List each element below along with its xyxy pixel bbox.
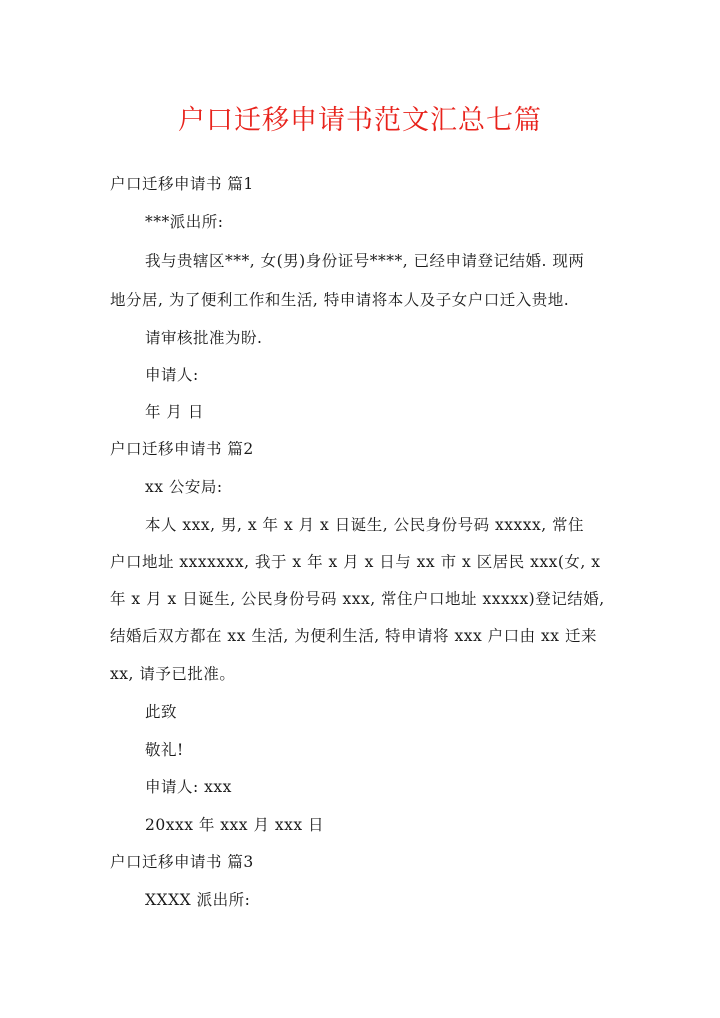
section-2-closing: 敬礼! xyxy=(145,741,184,759)
section-3-heading: 户口迁移申请书 篇3 xyxy=(110,853,254,871)
section-2-body-line: 户口地址 xxxxxxx, 我于 x 年 x 月 x 日与 xx 市 x 区居民 xxx(女, x xyxy=(110,553,601,571)
section-1-salutation: ***派出所: xyxy=(145,213,224,231)
section-2-body-line: 本人 xxx, 男, x 年 x 月 x 日诞生, 公民身份号码 xxxxx, 常住 xyxy=(145,516,585,534)
section-2-date: 20xxx 年 xxx 月 xxx 日 xyxy=(145,816,325,834)
section-1-body-line: 我与贵辖区***, 女(男)身份证号****, 已经申请登记结婚. 现两 xyxy=(145,252,585,270)
section-2-heading: 户口迁移申请书 篇2 xyxy=(110,440,254,458)
section-2-applicant: 申请人: xxx xyxy=(145,778,232,796)
section-2-closing: 此致 xyxy=(145,703,178,721)
section-2-body-line: 结婚后双方都在 xx 生活, 为便利生活, 特申请将 xxx 户口由 xx 迁来 xyxy=(110,627,597,645)
section-1-date: 年 月 日 xyxy=(145,403,204,421)
document-title: 户口迁移申请书范文汇总七篇 xyxy=(178,105,542,136)
section-3-salutation: XXXX 派出所: xyxy=(145,891,251,909)
section-2-salutation: xx 公安局: xyxy=(145,478,223,496)
section-2-body-line: 年 x 月 x 日诞生, 公民身份号码 xxx, 常住户口地址 xxxxx)登记结婚, xyxy=(110,590,605,608)
section-1-applicant: 申请人: xyxy=(145,366,199,384)
section-1-heading: 户口迁移申请书 篇1 xyxy=(110,175,254,193)
section-2-body-line: xx, 请予已批准。 xyxy=(110,665,236,683)
section-1-request: 请审核批准为盼. xyxy=(145,329,263,347)
section-1-body-line: 地分居, 为了便利工作和生活, 特申请将本人及子女户口迁入贵地. xyxy=(110,291,570,309)
